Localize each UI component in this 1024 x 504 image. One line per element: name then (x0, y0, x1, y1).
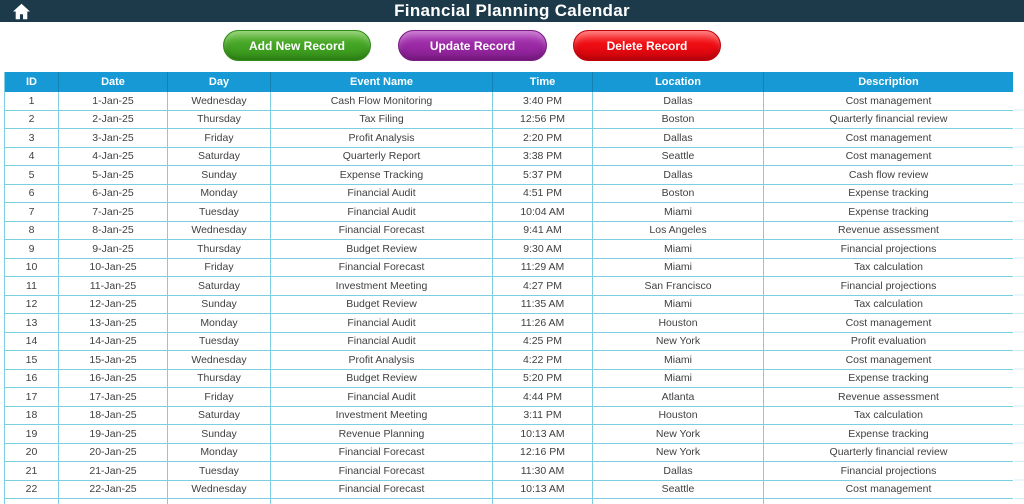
cell-description[interactable]: Profit evaluation (764, 333, 1013, 352)
cell-location[interactable]: Miami (593, 259, 764, 278)
cell-day[interactable]: Thursday (168, 111, 271, 130)
cell-time[interactable]: 9:30 AM (493, 240, 593, 259)
table-row (5, 259, 1013, 278)
cell-time[interactable]: 4:44 PM (493, 388, 593, 407)
add-new-record-button[interactable]: Add New Record (223, 30, 371, 61)
cell-location[interactable]: Miami (593, 240, 764, 259)
table-row (5, 370, 1013, 389)
column-header-event-name[interactable]: Event Name (271, 72, 493, 92)
cell-location[interactable]: San Francisco (593, 277, 764, 296)
cell-time[interactable]: 10:13 AM (493, 425, 593, 444)
table-row (5, 444, 1013, 463)
cell-id[interactable]: 5 (5, 166, 59, 185)
cell-location[interactable]: Dallas (593, 129, 764, 148)
cell-id[interactable]: 2 (5, 111, 59, 130)
table-row (5, 481, 1013, 500)
cell-time[interactable]: 9:41 AM (493, 222, 593, 241)
table-row (5, 333, 1013, 352)
cell-description[interactable]: Financial projections (764, 277, 1013, 296)
cell-description[interactable]: Tax calculation (764, 296, 1013, 315)
cell-event-name[interactable]: Tax Filing (271, 111, 493, 130)
cell-id[interactable]: 20 (5, 444, 59, 463)
cell-date[interactable]: 12-Jan-25 (59, 296, 168, 315)
cell-location[interactable]: Houston (593, 407, 764, 426)
cell-date[interactable]: 17-Jan-25 (59, 388, 168, 407)
cell-date[interactable]: 6-Jan-25 (59, 185, 168, 204)
cell-event-name[interactable]: Financial Forecast (271, 462, 493, 481)
cell-description[interactable]: Cost management (764, 129, 1013, 148)
table-row (5, 148, 1013, 167)
cell-day[interactable]: Wednesday (168, 222, 271, 241)
table-row (5, 314, 1013, 333)
cell-id[interactable]: 22 (5, 481, 59, 500)
cell-description[interactable]: Financial projections (764, 462, 1013, 481)
cell-description[interactable]: Cost management (764, 351, 1013, 370)
cell-event-name[interactable]: Budget Review (271, 240, 493, 259)
cell-event-name[interactable]: Expense Tracking (271, 166, 493, 185)
app-title-bar (0, 0, 1024, 22)
cell-event-name[interactable]: Financial Audit (271, 333, 493, 352)
cell-description[interactable]: Cost management (764, 481, 1013, 500)
cell-day[interactable]: Monday (168, 444, 271, 463)
cell-location[interactable]: Miami (593, 370, 764, 389)
cell-time[interactable]: 10:04 AM (493, 203, 593, 222)
cell-time[interactable]: 11:29 AM (493, 259, 593, 278)
cell-id[interactable]: 7 (5, 203, 59, 222)
cell-date[interactable]: 4-Jan-25 (59, 148, 168, 167)
cell-date[interactable]: 1-Jan-25 (59, 92, 168, 111)
table-row (5, 166, 1013, 185)
cell-time[interactable]: 11:35 AM (493, 296, 593, 315)
cell-event-name[interactable]: Financial Forecast (271, 444, 493, 463)
table-row (5, 425, 1013, 444)
cell-day[interactable]: Friday (168, 129, 271, 148)
cell-id[interactable]: 10 (5, 259, 59, 278)
cell-date[interactable]: 21-Jan-25 (59, 462, 168, 481)
cell-location[interactable]: Boston (593, 111, 764, 130)
cell-day[interactable]: Thursday (168, 370, 271, 389)
cell-date[interactable]: 14-Jan-25 (59, 333, 168, 352)
column-header-time[interactable]: Time (493, 72, 593, 92)
cell-id[interactable]: 12 (5, 296, 59, 315)
cell-description[interactable]: Cost management (764, 314, 1013, 333)
cell-id[interactable]: 8 (5, 222, 59, 241)
cell-time[interactable]: 4:51 PM (493, 185, 593, 204)
cell-id[interactable]: 19 (5, 425, 59, 444)
table-row (5, 92, 1013, 111)
table-row (5, 277, 1013, 296)
cell-event-name[interactable]: Investment Meeting (271, 407, 493, 426)
cell-time[interactable]: 10:13 AM (493, 481, 593, 500)
cell-day[interactable]: Sunday (168, 425, 271, 444)
cell-id[interactable]: 1 (5, 92, 59, 111)
cell-event-name[interactable]: Budget Review (271, 370, 493, 389)
table-row (5, 499, 1013, 504)
table-body (5, 92, 1013, 504)
cell-event-name[interactable] (271, 499, 493, 504)
cell-date[interactable]: 19-Jan-25 (59, 425, 168, 444)
cell-location[interactable]: Dallas (593, 92, 764, 111)
cell-id[interactable]: 21 (5, 462, 59, 481)
cell-time[interactable]: 5:37 PM (493, 166, 593, 185)
update-record-button[interactable]: Update Record (398, 30, 547, 61)
cell-day[interactable]: Tuesday (168, 462, 271, 481)
cell-location[interactable]: Miami (593, 203, 764, 222)
cell-id[interactable]: 18 (5, 407, 59, 426)
cell-date[interactable]: 22-Jan-25 (59, 481, 168, 500)
cell-id[interactable]: 16 (5, 370, 59, 389)
cell-event-name[interactable]: Financial Forecast (271, 481, 493, 500)
cell-event-name[interactable]: Financial Audit (271, 314, 493, 333)
cell-location[interactable]: Seattle (593, 481, 764, 500)
cell-day[interactable]: Monday (168, 314, 271, 333)
cell-date[interactable]: 20-Jan-25 (59, 444, 168, 463)
cell-event-name[interactable]: Financial Forecast (271, 222, 493, 241)
cell-id[interactable]: 11 (5, 277, 59, 296)
cell-day[interactable]: Saturday (168, 277, 271, 296)
column-header-id[interactable]: ID (5, 72, 59, 92)
table-row (5, 129, 1013, 148)
cell-description[interactable]: Tax calculation (764, 259, 1013, 278)
cell-day[interactable]: Wednesday (168, 351, 271, 370)
cell-time[interactable]: 3:40 PM (493, 92, 593, 111)
cell-date[interactable]: 8-Jan-25 (59, 222, 168, 241)
cell-time[interactable]: 12:16 PM (493, 444, 593, 463)
home-icon (12, 3, 31, 20)
cell-date[interactable] (59, 499, 168, 504)
cell-day[interactable]: Sunday (168, 296, 271, 315)
cell-event-name[interactable]: Financial Audit (271, 203, 493, 222)
cell-location[interactable]: Boston (593, 185, 764, 204)
cell-date[interactable]: 7-Jan-25 (59, 203, 168, 222)
table-row (5, 185, 1013, 204)
cell-time[interactable]: 12:56 PM (493, 111, 593, 130)
cell-description[interactable]: Expense tracking (764, 185, 1013, 204)
table-row (5, 351, 1013, 370)
cell-time[interactable]: 4:27 PM (493, 277, 593, 296)
cell-description[interactable]: Expense tracking (764, 425, 1013, 444)
cell-day[interactable]: Tuesday (168, 333, 271, 352)
cell-location[interactable]: New York (593, 333, 764, 352)
column-header-location[interactable]: Location (593, 72, 764, 92)
cell-description[interactable]: Tax calculation (764, 407, 1013, 426)
cell-location[interactable] (593, 499, 764, 504)
cell-time[interactable]: 2:20 PM (493, 129, 593, 148)
cell-location[interactable]: Los Angeles (593, 222, 764, 241)
cell-date[interactable]: 5-Jan-25 (59, 166, 168, 185)
column-header-date[interactable]: Date (59, 72, 168, 92)
cell-id[interactable]: 14 (5, 333, 59, 352)
cell-date[interactable]: 3-Jan-25 (59, 129, 168, 148)
cell-id[interactable]: 15 (5, 351, 59, 370)
table-row (5, 462, 1013, 481)
table-row (5, 296, 1013, 315)
cell-location[interactable]: Seattle (593, 148, 764, 167)
cell-time[interactable]: 11:26 AM (493, 314, 593, 333)
cell-description[interactable]: Financial projections (764, 240, 1013, 259)
cell-day[interactable]: Wednesday (168, 481, 271, 500)
cell-time[interactable]: 4:25 PM (493, 333, 593, 352)
cell-id[interactable]: 9 (5, 240, 59, 259)
cell-id[interactable]: 6 (5, 185, 59, 204)
cell-description[interactable] (764, 499, 1013, 504)
cell-id[interactable]: 4 (5, 148, 59, 167)
empty-gridline-strip (1014, 92, 1024, 504)
cell-day[interactable]: Friday (168, 388, 271, 407)
cell-event-name[interactable]: Financial Audit (271, 185, 493, 204)
cell-description[interactable]: Expense tracking (764, 370, 1013, 389)
cell-description[interactable]: Quarterly financial review (764, 111, 1013, 130)
table-header-row (5, 72, 1013, 92)
cell-time[interactable]: 5:20 PM (493, 370, 593, 389)
delete-record-button[interactable]: Delete Record (573, 30, 721, 61)
cell-description[interactable]: Revenue assessment (764, 222, 1013, 241)
cell-event-name[interactable]: Investment Meeting (271, 277, 493, 296)
cell-date[interactable]: 18-Jan-25 (59, 407, 168, 426)
cell-time[interactable]: 11:30 AM (493, 462, 593, 481)
cell-day[interactable]: Wednesday (168, 92, 271, 111)
cell-event-name[interactable]: Quarterly Report (271, 148, 493, 167)
cell-description[interactable]: Quarterly financial review (764, 444, 1013, 463)
cell-time[interactable]: 4:22 PM (493, 351, 593, 370)
table-row (5, 240, 1013, 259)
cell-location[interactable]: New York (593, 444, 764, 463)
cell-id[interactable]: 17 (5, 388, 59, 407)
records-table (4, 72, 1013, 504)
cell-time[interactable]: 3:11 PM (493, 407, 593, 426)
cell-day[interactable]: Friday (168, 259, 271, 278)
cell-description[interactable]: Expense tracking (764, 203, 1013, 222)
home-button[interactable] (7, 0, 35, 22)
table-row (5, 388, 1013, 407)
cell-time[interactable] (493, 499, 593, 504)
cell-date[interactable]: 2-Jan-25 (59, 111, 168, 130)
cell-event-name[interactable]: Financial Audit (271, 388, 493, 407)
cell-description[interactable]: Cash flow review (764, 166, 1013, 185)
cell-date[interactable]: 10-Jan-25 (59, 259, 168, 278)
cell-event-name[interactable]: Profit Analysis (271, 129, 493, 148)
cell-location[interactable]: Dallas (593, 166, 764, 185)
cell-location[interactable]: Houston (593, 314, 764, 333)
cell-day[interactable]: Monday (168, 185, 271, 204)
column-header-day[interactable]: Day (168, 72, 271, 92)
cell-id[interactable] (5, 499, 59, 504)
cell-id[interactable]: 13 (5, 314, 59, 333)
table-row (5, 111, 1013, 130)
cell-event-name[interactable]: Budget Review (271, 296, 493, 315)
cell-date[interactable]: 15-Jan-25 (59, 351, 168, 370)
cell-day[interactable]: Thursday (168, 240, 271, 259)
cell-id[interactable]: 3 (5, 129, 59, 148)
cell-day[interactable] (168, 499, 271, 504)
cell-day[interactable]: Saturday (168, 407, 271, 426)
cell-event-name[interactable]: Cash Flow Monitoring (271, 92, 493, 111)
cell-description[interactable]: Cost management (764, 92, 1013, 111)
page-title: Financial Planning Calendar (394, 1, 630, 20)
cell-date[interactable]: 13-Jan-25 (59, 314, 168, 333)
cell-description[interactable]: Revenue assessment (764, 388, 1013, 407)
cell-location[interactable]: Dallas (593, 462, 764, 481)
cell-day[interactable]: Sunday (168, 166, 271, 185)
cell-date[interactable]: 16-Jan-25 (59, 370, 168, 389)
cell-description[interactable]: Cost management (764, 148, 1013, 167)
table-row (5, 407, 1013, 426)
cell-day[interactable]: Saturday (168, 148, 271, 167)
table-row (5, 203, 1013, 222)
cell-event-name[interactable]: Revenue Planning (271, 425, 493, 444)
cell-date[interactable]: 11-Jan-25 (59, 277, 168, 296)
cell-location[interactable]: Miami (593, 351, 764, 370)
cell-time[interactable]: 3:38 PM (493, 148, 593, 167)
cell-day[interactable]: Tuesday (168, 203, 271, 222)
column-header-description[interactable]: Description (764, 72, 1013, 92)
cell-location[interactable]: Miami (593, 296, 764, 315)
cell-location[interactable]: Atlanta (593, 388, 764, 407)
cell-date[interactable]: 9-Jan-25 (59, 240, 168, 259)
cell-location[interactable]: New York (593, 425, 764, 444)
cell-event-name[interactable]: Financial Forecast (271, 259, 493, 278)
cell-event-name[interactable]: Profit Analysis (271, 351, 493, 370)
table-row (5, 222, 1013, 241)
